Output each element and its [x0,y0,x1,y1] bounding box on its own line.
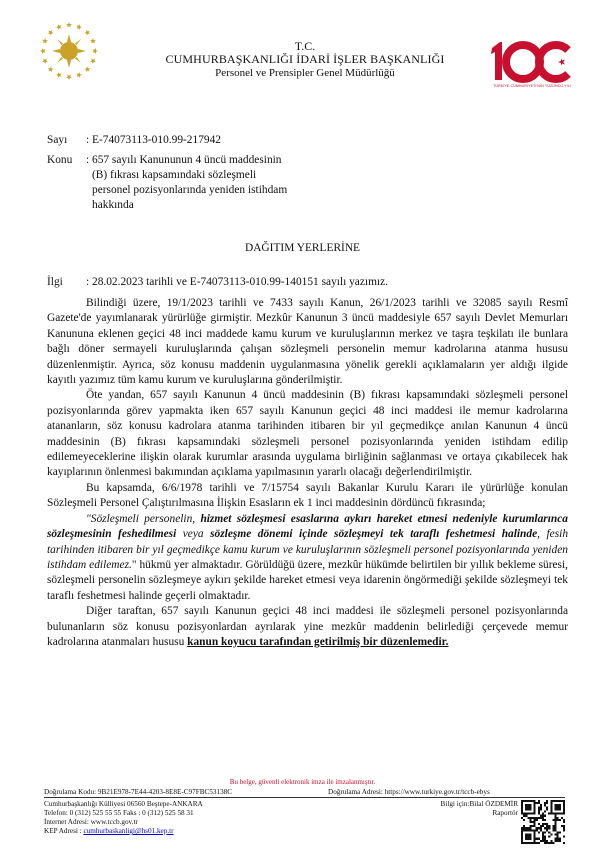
paragraph-2: Öte yandan, 657 sayılı Kanunun 4 üncü maddesinin (B) fıkrası kapsamındaki sözleşmeli personel pozisyonlarında görev yapmakta iken 657 sayılı Kanunun geçici 48 inci maddesi ile memur kadrolarına atananların, söz konusu kadrolara atanma tarihinden itibaren bir yıl geçmedikçe anılan Kanunun 4 üncü maddesinin (B) fıkrası kapsamındaki sözleşmeli personel pozisyonlarında yeniden istihdam edilip edilemeyeceklerine ilişkin olarak kurumlar arasında uygulama birliğinin sağlanması ve ortaya çıkabilecek hak kayıplarının önlenmesi bakımından açıklama yapılmasının yararlı olacağı değerlendirilmiştir. [47,389,568,479]
emblem-star-icon [76,24,82,30]
letterhead [140,40,470,80]
paragraph-4-rest: " hükmü yer almaktadır. Görüldüğü üzere, mezkûr hükümde belirtilen bir yıllık bekleme süresi, sözleşmeli personelin sözleşmeye aykırı şekilde hareket etmesi veya idarenin öngörmediği şekilde sözleşmeyi tek taraflı feshetmesi halinde geçerli olmaktadır. [47,558,568,602]
konu-line: 657 sayılı Kanununun 4 üncü maddesinin [92,154,282,166]
kep-label: KEP Adresi : [44,827,82,835]
emblem-star-icon [48,30,54,36]
paragraph-5-text: Diğer taraftan, 657 sayılı Kanunun geçici 48 inci maddesi ile sözleşmeli personel pozisyonlarında bulunanların söz konusu pozisyonlardan ayrılarak yine mezkûr maddenin belirlediği çerçevede memur kadrolarına atanmaları hususu [47,605,568,648]
footer-contact [44,800,203,836]
paragraph-4 [47,512,568,604]
emblem-star-icon [42,58,48,64]
emblem-star-icon [93,48,98,54]
verification-address-label: Doğrulama Adresi: [328,788,383,796]
emblem-star-icon [90,38,96,44]
qr-code-icon [521,800,565,844]
quote-bold-text: sözleşme dönemi içinde sözleşmeyi tek taraflı feshetmesi halinde [210,528,538,541]
ilgi-value: 28.02.2023 tarihli ve E-74073113-010.99-140151 sayılı yazımız. [92,276,389,288]
paragraph-1: Bilindiği üzere, 19/1/2023 tarihli ve 7433 sayılı Kanun, 26/1/2023 tarihli ve 32085 sayılı Resmî Gazete'de yayımlanarak yürürlüğe girmiştir. Mezkûr Kanunun 3 üncü maddesiyle 657 sayılı Devlet Memurları Kanununa eklenen geçici 48 inci maddede kamu kurum ve kuruluşlarının merkez ve taşra teşkilatı ile bunlara bağlı döner sermayeli kuruluşlarında çalışan sözleşmeli personelin memur kadrolarına atanma hususu düzenlenmiştir. Ayrıca, söz konusu maddenin uygulanmasına yönelik gerekli açıklamaların yer aldığı ilgide kayıtlı yazımız tüm kamu kurum ve kuruluşlarına gönderilmiştir. [47,297,568,387]
emblem-star-icon [48,66,54,72]
footer-contact-person [400,800,518,818]
paragraph-3: Bu kapsamda, 6/6/1978 tarihli ve 7/15754 sayılı Bakanlar Kurulu Kararı ile yürürlüğe konulan Sözleşmeli Personel Çalıştırılmasına İlişkin Esasların ek 1 inci maddesinin dördüncü fıkrasında; [47,481,568,510]
verification-code-label: Doğrulama Kodu: [44,788,97,796]
letter-body [47,296,568,650]
footer-kep [44,827,203,836]
sayi-value: E-74073113-010.99-217942 [92,134,221,146]
centennial-logo-icon [486,38,578,84]
paragraph-5 [47,604,568,650]
konu-line: (B) fıkrası kapsamındaki sözleşmeli [92,169,257,181]
header-line-department: Personel ve Prensipler Genel Müdürlüğü [215,67,395,79]
konu-line: hakkında [92,199,134,211]
quote-text: veya [176,528,211,541]
quote-text: , fesih tarihinden itibaren bir yıl geçmedikçe kamu kurum ve kuruluşlarının sözleşmeli personel pozisyonlarında yeniden istihdam edilemez. [47,528,569,571]
contact-role: Raportör [492,809,518,817]
konu-label: Konu [47,154,73,166]
kep-link[interactable]: cumhurbaskanligi@hs01.kep.tr [83,827,174,835]
emblem-star-icon [76,72,82,78]
footer-phone: Telefon: 0 (312) 525 55 55 Faks : 0 (312) 525 58 31 [44,809,194,817]
ilgi-row: İlgi : 28.02.2023 tarihli ve E-74073113-010.99-140151 sayılı yazımız. [47,275,568,290]
verification-code-value: 9B21E978-7E44-4203-8E8E-C97FBC53138C [97,788,233,796]
emblem-star-icon [66,22,72,27]
emblem-star-icon [56,72,62,78]
quote-bold-text: hizmet sözleşmesi esaslarına aykırı hareket etmesi nedeniyle kurumlarınca sözleşmesinin feshedilmesi [47,512,568,541]
emblem-star-icon [40,48,45,54]
header-line-tc: T.C. [294,39,316,53]
konu-value [92,153,322,213]
verification-address-row [328,788,490,797]
header-line-institution: CUMHURBAŞKANLIĞI İDARİ İŞLER BAŞKANLIĞI [165,52,445,66]
emblem-star-icon [90,58,96,64]
emblem-star-icon [56,24,62,30]
emblem-star-icon [84,30,90,36]
ilgi-label: İlgi [47,276,63,288]
emblem-star-icon [84,66,90,72]
distribution-heading: DAĞITIM YERLERİNE [244,242,361,254]
verification-address-link[interactable]: https://www.turkiye.gov.tr/tccb-ebys [384,788,490,796]
verification-code-row [44,788,232,797]
emblem-star-icon [66,75,72,80]
footer-website: İnternet Adresi: www.tccb.gov.tr [44,818,138,826]
konu-line: personel pozisyonlarında yeniden istihdam [92,184,288,196]
footer-divider [44,797,565,798]
quote-text: "Sözleşmeli personelin, [86,512,201,525]
esignature-notice: Bu belge, güvenli elektronik imza ile imzalanmıştır. [229,778,376,786]
emblem-star-icon [42,38,48,44]
footer-address: Cumhurbaşkanlığı Külliyesi 06560 Beştepe-ANKARA [44,800,203,808]
state-emblem-icon [38,20,100,82]
sayi-row: Sayı : E-74073113-010.99-217942 [47,133,347,148]
contact-person: Bilgi için:Bilal ÖZDEMİR [440,800,518,808]
sayi-label: Sayı [47,134,68,146]
konu-row: Konu : 657 sayılı Kanununun 4 üncü maddesinin (B) fıkrası kapsamındaki sözleşmeli personel pozisyonlarında yeniden istihdam hakkında [47,153,347,215]
centennial-logo [486,38,578,94]
paragraph-5-emphasis: kanun koyucu tarafından getirilmiş bir düzenlemedir. [187,635,449,648]
centennial-logo-caption: TÜRKİYE CUMHURİYETİ'NİN YÜZÜNCÜ YILI [493,84,571,88]
